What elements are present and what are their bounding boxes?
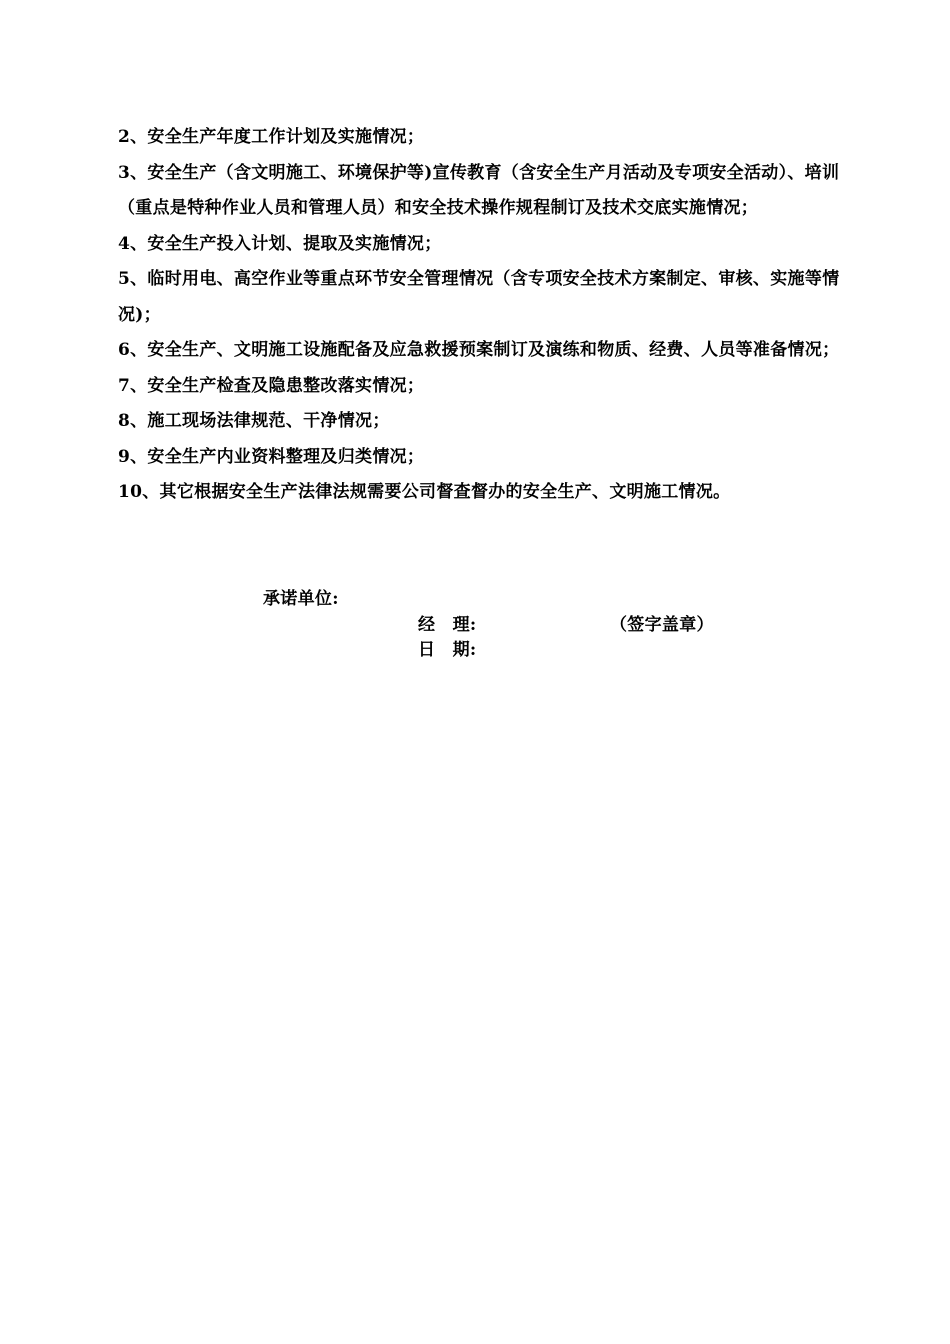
list-item: 7、安全生产检查及隐患整改落实情况； bbox=[118, 375, 425, 396]
list-item: 4、安全生产投入计划、提取及实施情况； bbox=[118, 233, 442, 254]
list-item: 6、安全生产、文明施工设施配备及应急救援预案制订及演练和物质、经费、人员等准备情况； bbox=[118, 340, 840, 360]
list-item: 8、施工现场法律规范、干净情况； bbox=[118, 411, 390, 431]
manager-label: 经 理: bbox=[418, 615, 477, 635]
list-item: 2、安全生产年度工作计划及实施情况； bbox=[118, 127, 425, 147]
promise-unit-label: 承诺单位: bbox=[263, 589, 339, 609]
list-item: 5、临时用电、高空作业等重点环节安全管理情况（含专项安全技术方案制定、审核、实施等情况)； bbox=[118, 269, 840, 325]
date-label: 日 期: bbox=[418, 640, 477, 660]
seal-note: （签字盖章） bbox=[610, 615, 714, 635]
document-body bbox=[118, 120, 846, 511]
list-item: 9、安全生产内业资料整理及归类情况； bbox=[118, 446, 425, 467]
list-item: 3、安全生产（含文明施工、环境保护等)宣传教育（含安全生产月活动及专项安全活动）、培训（重点是特种作业人员和管理人员）和安全技术操作规程制订及技术交底实施情况； bbox=[118, 162, 840, 218]
list-item: 10、其它根据安全生产法律法规需要公司督查督办的安全生产、文明施工情况。 bbox=[118, 482, 731, 502]
